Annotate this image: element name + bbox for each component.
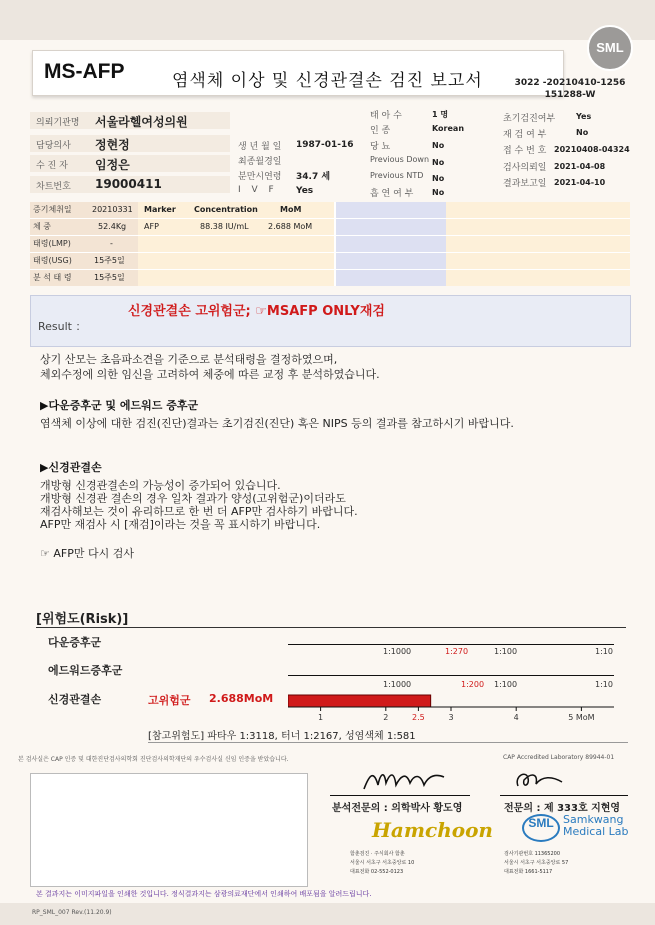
edwards-tick: 1:100 — [494, 680, 518, 689]
hamchoon-line: 대표전화 02-552-0123 — [350, 869, 404, 875]
ntd-line-1: 개방형 신경관결손의 가능성이 증가되어 있습니다. — [40, 479, 281, 492]
ntd-line-4: AFP만 재검사 시 [재검]이라는 것을 꼭 표시하기 바랍니다. — [40, 518, 321, 531]
lmp-ga-label: 태령(LMP) — [33, 239, 71, 248]
samkwang-line: 검사기관번호 11365200 — [504, 851, 561, 857]
age-value: 34.7 세 — [296, 172, 331, 182]
ntd-risk-chart — [288, 690, 614, 726]
lmp-label: 최종월경일 — [238, 157, 282, 167]
request-date-value: 2021-04-08 — [554, 162, 606, 171]
down-risk-label: 다운증후군 — [48, 636, 102, 649]
weight-date-label: 증기체취일 — [33, 205, 72, 214]
chart-value: 19000411 — [95, 177, 162, 191]
weight-label: 체 중 — [33, 222, 51, 231]
document-code: MS-AFP — [44, 60, 125, 83]
down-tick: 1:10 — [595, 647, 613, 656]
samkwang-line: Samkwang — [563, 813, 624, 826]
reference-risk: [참고위험도] 파타우 1:3118, 터너 1:2167, 성염색체 1:581 — [148, 731, 416, 742]
signature-line-1 — [330, 795, 470, 796]
smoking-label: 흡 연 여 부 — [370, 189, 414, 199]
edwards-tick: 1:10 — [595, 680, 613, 689]
signature-caption-2: 전문의 : 제 333호 지현영 — [504, 803, 621, 814]
down-tick: 1:100 — [494, 647, 518, 656]
prev-down-label: Previous Down — [370, 155, 430, 164]
report-id-line2: 151288-W — [544, 90, 596, 100]
fetus-label: 태 아 수 — [370, 111, 402, 121]
intro-line-1: 상기 산모는 초음파소견을 기준으로 분석태령을 결정하였으며, — [40, 353, 338, 366]
sml-logo: SML — [587, 25, 633, 71]
dob-label: 생 년 월 일 — [238, 142, 282, 152]
mom-value: 2.688 MoM — [268, 222, 313, 231]
hamchoon-info — [350, 850, 414, 877]
report-id — [505, 77, 635, 101]
ntd-risk-level: 고위험군 — [148, 694, 191, 707]
early-label: 초기검진여부 — [503, 114, 556, 124]
down-heading: ▶다운증후군 및 에드워드 증후군 — [40, 399, 199, 412]
ntd-tick-group — [318, 707, 595, 722]
edwards-risk-label: 에드워드증후군 — [48, 664, 123, 677]
samkwang-logo-text — [563, 814, 629, 838]
cap-note: CAP Accredited Laboratory 89944-01 — [503, 754, 615, 761]
report-date-value: 2021-04-10 — [554, 178, 606, 187]
samkwang-line: 서울시 서초구 서초중앙로 57 — [504, 860, 569, 866]
edwards-tick-cutoff: 1:200 — [461, 680, 485, 689]
doctor-label: 담당의사 — [36, 141, 71, 151]
document-title: 염색체 이상 및 신경관결손 검진 보고서 — [172, 71, 483, 91]
blank-block-2 — [446, 202, 630, 286]
reference-underline — [148, 742, 628, 743]
institution-label: 의뢰기관명 — [36, 118, 80, 128]
edwards-tick: 1:1000 — [383, 680, 412, 689]
accession-value: 20210408-04324 — [554, 145, 630, 154]
report-date-label: 결과보고일 — [503, 179, 547, 189]
ntd-tick-label: 3 — [448, 713, 454, 722]
down-tick: 1:1000 — [383, 647, 412, 656]
form-code: RP_SML_007 Rev.(11.20.9) — [32, 909, 112, 916]
ntd-risk-label: 신경관결손 — [48, 693, 102, 706]
marker-value: AFP — [144, 222, 159, 231]
intro-line-2: 체외수정에 의한 임신을 고려하여 체중에 따른 교정 후 분석하였습니다. — [40, 368, 380, 381]
bottom-notice: 본 결과지는 이미지파일을 인쇄한 것입니다. 정식결과지는 삼광의료재단에서 인쇄하여 배포됨을 알려드립니다. — [36, 890, 372, 898]
stamp-area — [30, 773, 308, 887]
result-text: 신경관결손 고위험군; ☞MSAFP ONLY재검 — [128, 304, 385, 319]
hamchoon-logo: Hamchoon — [372, 818, 493, 842]
accreditation-note: 본 검사실은 CAP 인증 및 대한진단검사의학회 진단검사의학재단의 우수검사실 신임 인증을 받았습니다. — [18, 756, 289, 763]
examinee-label: 수 진 자 — [36, 161, 68, 171]
ntd-tick-label: 2.5 — [412, 713, 425, 722]
ntd-tick-label: 2 — [383, 713, 389, 722]
doctor-value: 정현정 — [95, 138, 130, 152]
prev-ntd-label: Previous NTD — [370, 171, 424, 180]
hamchoon-line: 서울시 서초구 서초중앙로 10 — [350, 860, 415, 866]
signature-caption-1: 분석전문의 : 의학박사 황도영 — [332, 803, 463, 814]
concentration-value: 88.38 IU/mL — [200, 222, 249, 231]
signature-1 — [360, 763, 450, 797]
signature-2 — [512, 766, 572, 794]
report-id-line1: 3022 -20210410-1256 — [514, 78, 626, 88]
prev-down-value: No — [432, 158, 445, 167]
ntd-risk-mom: 2.688MoM — [209, 692, 274, 705]
result-label: Result ： — [38, 320, 87, 333]
blank-block-1 — [336, 202, 446, 286]
ntd-mom-bar — [288, 695, 431, 707]
retest-value: No — [576, 128, 589, 137]
fetus-value: 1 명 — [432, 110, 449, 119]
race-label: 인 종 — [370, 126, 391, 136]
weight-value: 52.4Kg — [98, 222, 127, 231]
institution-value: 서울라헬여성의원 — [95, 115, 188, 129]
early-value: Yes — [576, 112, 592, 121]
samkwang-info — [504, 850, 568, 877]
top-band — [0, 0, 655, 40]
usg-ga-value: 15주5일 — [94, 256, 125, 265]
down-text: 염색체 이상에 대한 검진(진단)결과는 초기검진(진단) 혹은 NIPS 등의 결과를 참고하시기 바랍니다. — [40, 417, 514, 430]
hamchoon-line: 함춘검진 · 주식회사 함춘 — [350, 851, 405, 857]
dob-value: 1987-01-16 — [296, 140, 354, 150]
diabetes-value: No — [432, 141, 445, 150]
ivf-value: Yes — [296, 186, 314, 196]
diabetes-label: 당 뇨 — [370, 142, 391, 152]
race-value: Korean — [432, 124, 465, 133]
signature-line-2 — [500, 795, 628, 796]
examinee-value: 임정은 — [95, 158, 130, 172]
marker-header: Marker — [144, 205, 176, 214]
sml-small-logo: SML — [522, 814, 560, 842]
recheck-note: ☞ AFP만 다시 검사 — [40, 547, 134, 560]
analysis-ga-label: 분 석 태 령 — [33, 273, 72, 282]
ntd-tick-label: 5 MoM — [568, 713, 595, 722]
chart-label: 차트번호 — [36, 182, 71, 192]
edwards-risk-axis — [288, 675, 614, 676]
measurement-grid — [30, 202, 630, 286]
ntd-line-3: 재검사해보는 것이 유리하므로 한 번 더 AFP만 검사하기 바랍니다. — [40, 505, 358, 518]
samkwang-line: 대표전화 1661-5117 — [504, 869, 553, 875]
ivf-label: I V F — [238, 185, 274, 195]
accession-label: 접 수 번 호 — [503, 146, 547, 156]
usg-ga-label: 태령(USG) — [33, 256, 72, 265]
smoking-value: No — [432, 188, 445, 197]
ntd-tick-label: 4 — [513, 713, 519, 722]
retest-label: 재 검 여 부 — [503, 130, 547, 140]
age-label: 분만시연령 — [238, 172, 282, 182]
request-date-label: 검사의뢰일 — [503, 163, 547, 173]
ntd-line-2: 개방형 신경관 결손의 경우 일차 결과가 양성(고위험군)이더라도 — [40, 492, 346, 505]
mom-header: MoM — [280, 205, 302, 214]
ntd-heading: ▶신경관결손 — [40, 461, 102, 474]
down-risk-axis — [288, 644, 614, 645]
risk-title: [위험도(Risk)] — [36, 612, 129, 627]
lmp-ga-value: - — [110, 239, 113, 248]
risk-divider — [36, 627, 626, 628]
row-divider — [30, 235, 630, 236]
prev-ntd-value: No — [432, 174, 445, 183]
analysis-ga-value: 15주5일 — [94, 273, 125, 282]
ntd-tick-label: 1 — [318, 713, 324, 722]
samkwang-line: Medical Lab — [563, 825, 629, 838]
down-tick-cutoff: 1:270 — [445, 647, 469, 656]
concentration-header: Concentration — [194, 205, 258, 214]
weight-date-value: 20210331 — [92, 205, 133, 214]
